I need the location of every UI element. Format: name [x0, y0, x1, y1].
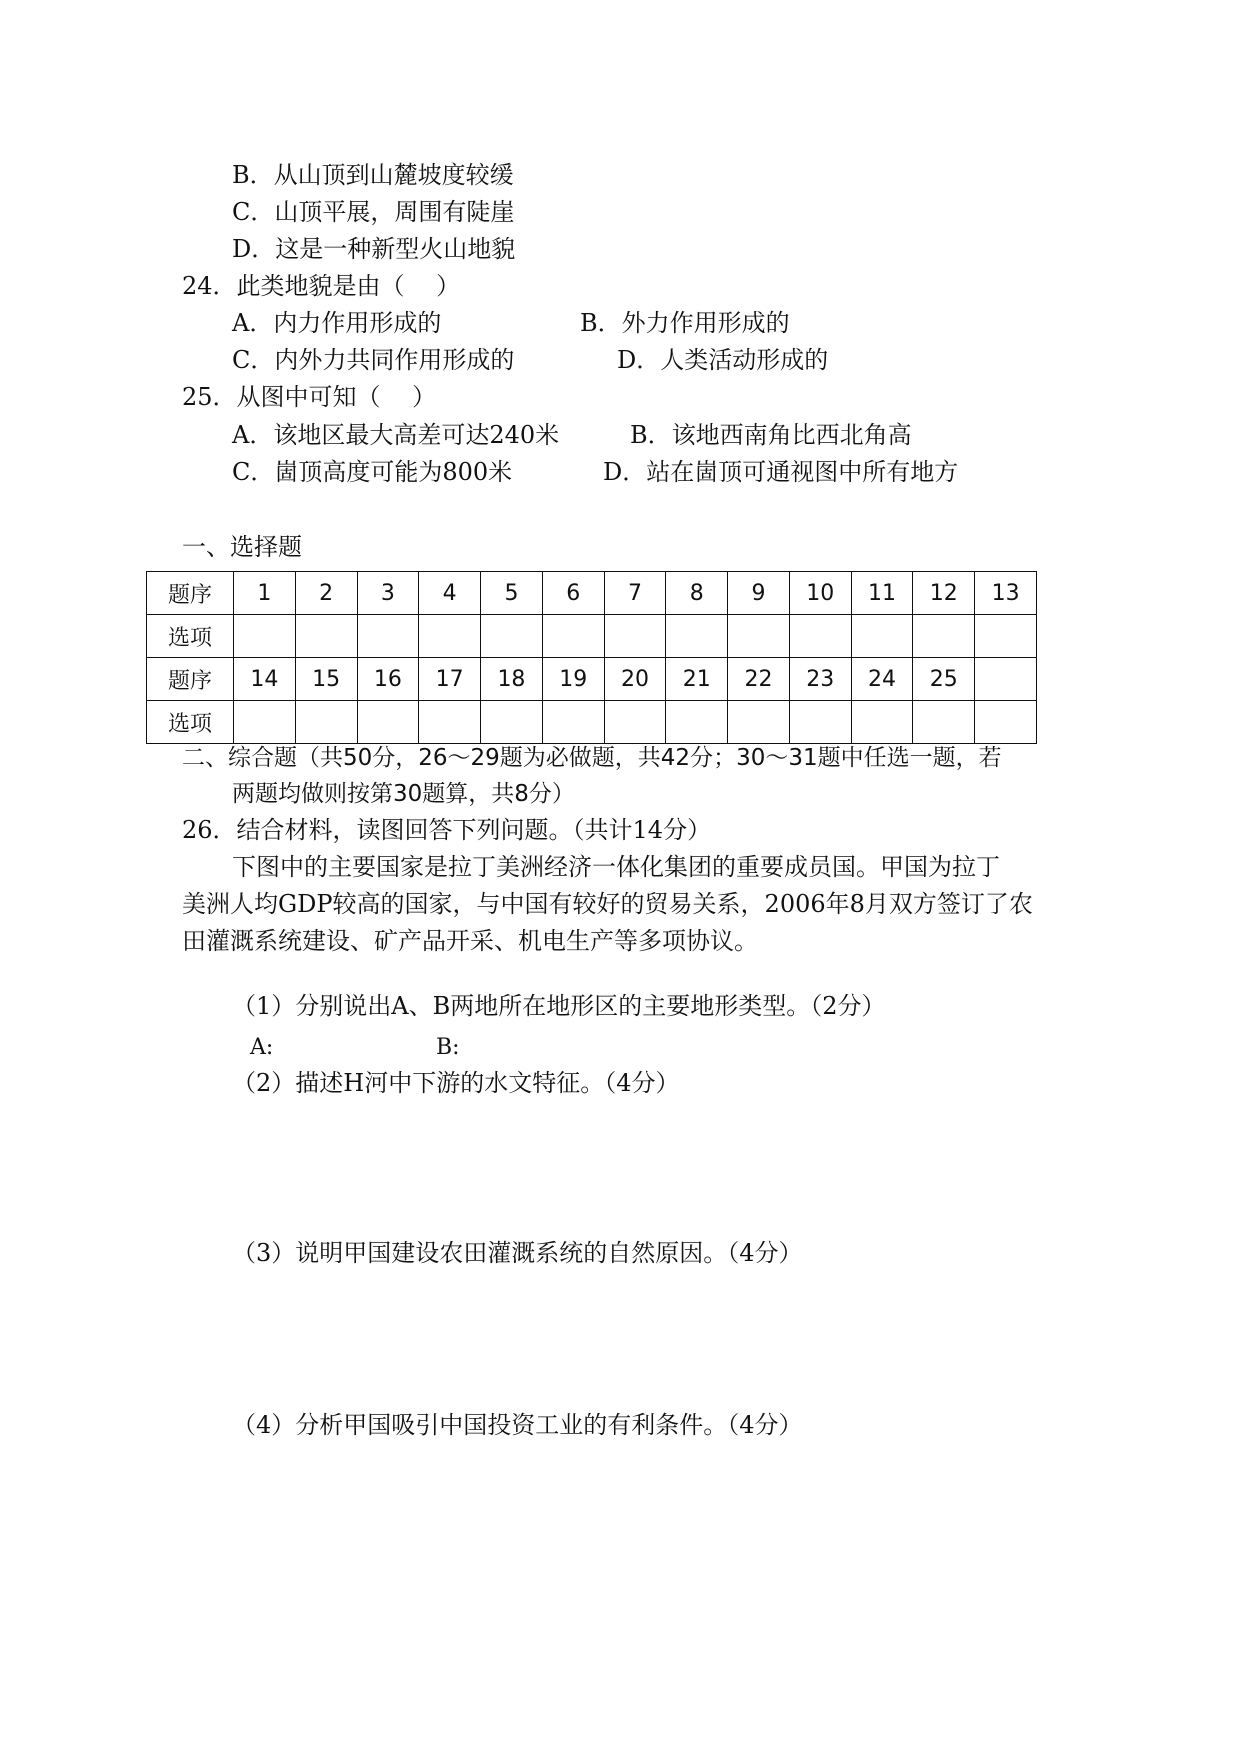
answer-cell[interactable]	[913, 701, 975, 744]
answer-cell[interactable]	[542, 615, 604, 658]
q24-option-b: B．外力作用形成的	[580, 309, 790, 337]
row-label-number: 题序	[147, 572, 234, 615]
q26-sub-question-3: （3）说明甲国建设农田灌溉系统的自然原因。（4分）	[232, 1239, 803, 1267]
question-number-cell: 2	[295, 572, 357, 615]
section-2-title-line-1: 二、综合题（共50分，26～29题为必做题，共42分；30～31题中任选一题，若	[182, 745, 1002, 771]
q25-option-c: C．崮顶高度可能为800米	[232, 458, 513, 486]
question-number-cell: 4	[419, 572, 481, 615]
answer-cell[interactable]	[851, 701, 913, 744]
q24-stem: 24．此类地貌是由（ ）	[182, 272, 461, 300]
q23-option-c: C．山顶平展，周围有陡崖	[232, 198, 515, 226]
row-label-choice: 选项	[147, 615, 234, 658]
q26-answer-label-a: A:	[250, 1035, 274, 1060]
answer-cell[interactable]	[913, 615, 975, 658]
question-number-cell: 15	[295, 658, 357, 701]
answer-cell[interactable]	[666, 701, 728, 744]
answer-cell[interactable]	[357, 701, 419, 744]
answer-cell[interactable]	[975, 615, 1037, 658]
q24-option-a: A．内力作用形成的	[232, 309, 442, 337]
question-number-cell: 25	[913, 658, 975, 701]
question-number-cell: 14	[234, 658, 296, 701]
q25-stem: 25．从图中可知（ ）	[182, 383, 437, 411]
answer-cell[interactable]	[604, 615, 666, 658]
answer-cell[interactable]	[666, 615, 728, 658]
question-number-cell: 16	[357, 658, 419, 701]
question-number-cell	[975, 658, 1037, 701]
question-number-cell: 24	[851, 658, 913, 701]
answer-cell[interactable]	[789, 701, 851, 744]
question-number-cell: 23	[789, 658, 851, 701]
question-number-cell: 20	[604, 658, 666, 701]
question-number-cell: 1	[234, 572, 296, 615]
question-number-cell: 17	[419, 658, 481, 701]
section-1-title: 一、选择题	[182, 533, 302, 561]
answer-cell[interactable]	[419, 615, 481, 658]
question-number-cell: 21	[666, 658, 728, 701]
q26-material-line-3: 田灌溉系统建设、矿产品开采、机电生产等多项协议。	[182, 927, 758, 955]
answer-cell[interactable]	[728, 615, 790, 658]
answer-cell[interactable]	[295, 701, 357, 744]
q26-answer-label-b: B:	[436, 1035, 460, 1060]
question-number-cell: 13	[975, 572, 1037, 615]
q25-option-b: B．该地西南角比西北角高	[630, 421, 912, 449]
q26-sub-question-2: （2）描述H河中下游的水文特征。（4分）	[232, 1069, 680, 1097]
answer-cell[interactable]	[295, 615, 357, 658]
question-number-cell: 5	[481, 572, 543, 615]
q24-option-c: C．内外力共同作用形成的	[232, 346, 515, 374]
question-number-cell: 9	[728, 572, 790, 615]
answer-cell[interactable]	[481, 615, 543, 658]
answer-table	[146, 571, 1037, 744]
question-number-cell: 8	[666, 572, 728, 615]
question-number-cell: 19	[542, 658, 604, 701]
question-number-cell: 7	[604, 572, 666, 615]
row-label-choice: 选项	[147, 701, 234, 744]
question-number-cell: 10	[789, 572, 851, 615]
q23-option-b: B．从山顶到山麓坡度较缓	[232, 161, 514, 189]
answer-table-number-row-1	[147, 572, 1037, 615]
question-number-cell: 12	[913, 572, 975, 615]
q23-option-d: D．这是一种新型火山地貌	[232, 235, 516, 263]
q26-material-line-2: 美洲人均GDP较高的国家，与中国有较好的贸易关系，2006年8月双方签订了农	[182, 890, 1033, 918]
answer-table-choice-row-1	[147, 615, 1037, 658]
q26-sub-question-4: （4）分析甲国吸引中国投资工业的有利条件。（4分）	[232, 1411, 803, 1439]
answer-cell[interactable]	[851, 615, 913, 658]
question-number-cell: 18	[481, 658, 543, 701]
q26-stem: 26．结合材料，读图回答下列问题。（共计14分）	[182, 816, 712, 844]
answer-cell[interactable]	[419, 701, 481, 744]
answer-table-number-row-2	[147, 658, 1037, 701]
row-label-number: 题序	[147, 658, 234, 701]
answer-cell[interactable]	[234, 701, 296, 744]
answer-cell[interactable]	[604, 701, 666, 744]
answer-cell[interactable]	[789, 615, 851, 658]
answer-table-choice-row-2	[147, 701, 1037, 744]
answer-cell[interactable]	[357, 615, 419, 658]
q25-option-a: A．该地区最大高差可达240米	[232, 421, 560, 449]
answer-cell[interactable]	[481, 701, 543, 744]
answer-cell[interactable]	[234, 615, 296, 658]
section-2-title-line-2: 两题均做则按第30题算，共8分）	[232, 781, 575, 807]
answer-cell[interactable]	[975, 701, 1037, 744]
q24-option-d: D．人类活动形成的	[617, 346, 829, 374]
q26-material-line-1: 下图中的主要国家是拉丁美洲经济一体化集团的重要成员国。甲国为拉丁	[232, 853, 1000, 881]
question-number-cell: 6	[542, 572, 604, 615]
answer-cell[interactable]	[728, 701, 790, 744]
answer-cell[interactable]	[542, 701, 604, 744]
question-number-cell: 3	[357, 572, 419, 615]
q25-option-d: D．站在崮顶可通视图中所有地方	[603, 458, 959, 486]
question-number-cell: 11	[851, 572, 913, 615]
q26-sub-question-1: （1）分别说出A、B两地所在地形区的主要地形类型。（2分）	[232, 992, 886, 1020]
question-number-cell: 22	[728, 658, 790, 701]
